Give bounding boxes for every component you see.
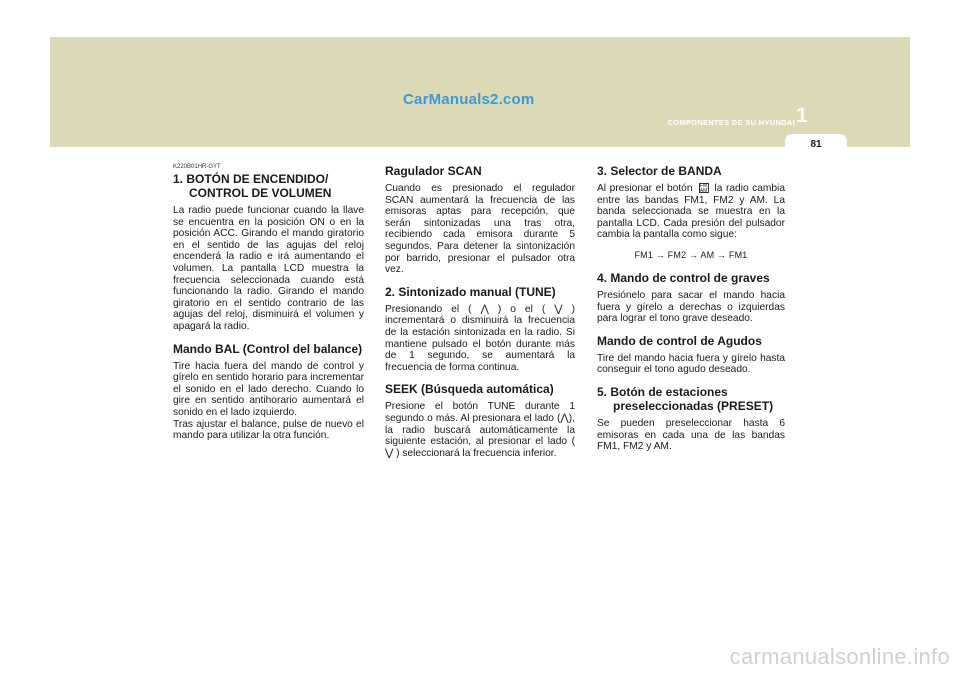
paragraph-band — [597, 183, 785, 241]
paragraph-seek: Presione el botón TUNE durante 1 segundo o más. Al presionara el lado (⋀), la radio buscará automáticamente la siguiente estación, al presionar el lado ( ⋁ ) seleccionará la frecuencia inferior. — [385, 401, 575, 459]
heading-preset-line1: 5. Botón de estaciones — [597, 384, 728, 399]
band-button-icon: FM AM — [699, 183, 708, 195]
band-sequence: FM1 → FM2 → AM → FM1 — [634, 249, 748, 260]
chapter-number: 1 — [796, 104, 808, 127]
paragraph-band-post: la radio cambia entre las bandas FM1, FM2 y AM. La banda seleccionada se muestra en la pantalla LCD. Cada presión del pulsador cambia la pantalla como sigue: — [597, 183, 785, 241]
column-2 — [385, 158, 575, 468]
column-3 — [597, 158, 785, 462]
paragraph-balance: Tire hacia fuera del mando de control y gírelo en sentido horario para incrementar el sonido en el lado derecho. Cuando lo gire en sentido antihorario aumentará el sonido en el lado izquierdo. — [173, 360, 364, 418]
paragraph-balance-2: Tras ajustar el balance, pulse de nuevo el mando para utilizar la otra función. — [173, 418, 364, 442]
paragraph-scan: Cuando es presionado el regulador SCAN aumentará la frecuencia de las emisoras aptas para recepción, que serán sintonizadas una tras otra, recibiendo cada emisora durante 5 segundos. Para detener la sintonización por barrido, presionar el pulsador otra vez. — [385, 183, 575, 276]
reference-code: K220B01HR-GYT — [173, 164, 221, 170]
heading-balance: Mando BAL (Control del balance) — [173, 341, 363, 356]
column-1 — [173, 158, 364, 451]
heading-power-line2: CONTROL DE VOLUMEN — [189, 186, 332, 200]
page-number: 81 — [810, 139, 822, 150]
watermark-top: CarManuals2.com — [403, 91, 535, 108]
heading-seek: SEEK (Búsqueda automática) — [385, 382, 554, 397]
heading-tune: 2. Sintonizado manual (TUNE) — [385, 284, 556, 299]
paragraph-bass: Presiónelo para sacar el mando hacia fuera y gírelo a derechas o izquierdas para lograr el tono grave deseado. — [597, 289, 785, 325]
heading-preset-line2: preseleccionadas (PRESET) — [613, 398, 774, 413]
paragraph-band-pre: Al presionar el botón — [597, 183, 693, 194]
heading-treble: Mando de control de Agudos — [597, 333, 762, 348]
heading-band: 3. Selector de BANDA — [597, 164, 722, 178]
paragraph-power: La radio puede funcionar cuando la llave se encuentra en la posición ON o en la posición ACC. Girando el mando giratorio en el sentido de las agujas del reloj encenderá la radio e irá aumentando el volumen. La pantalla LCD muestra la frecuencia seleccionada cuando está funcionando la radio. Girando el mando giratorio en el sentido contrario de las agujas del reloj, disminuirá el volumen y apagará la radio. — [173, 205, 364, 332]
heading-bass: 4. Mando de control de graves — [597, 270, 770, 285]
heading-power-line1: 1. BOTÓN DE ENCENDIDO/ — [173, 172, 329, 186]
heading-preset — [597, 385, 785, 413]
heading-power-volume — [173, 172, 364, 200]
chapter-label: COMPONENTES DE SU HYUNDAI — [667, 118, 795, 127]
heading-scan: Ragulador SCAN — [385, 164, 482, 178]
paragraph-treble: Tire del mando hacia fuera y gírelo hasta conseguir el tono agudo deseado. — [597, 352, 785, 376]
paragraph-tune: Presionando el ( ⋀ ) o el ( ⋁ ) incrementará o disminuirá la frecuencia de la estación sintonizada en la radio. Si mantiene pulsado el botón durante más de 1 segundo, se aumentará la frecuencia de forma continua. — [385, 303, 575, 373]
watermark-bottom: carmanualsonline.info — [729, 644, 950, 669]
paragraph-preset: Se pueden preseleccionar hasta 6 emisoras en cada una de las bandas FM1, FM2 y AM. — [597, 417, 785, 453]
